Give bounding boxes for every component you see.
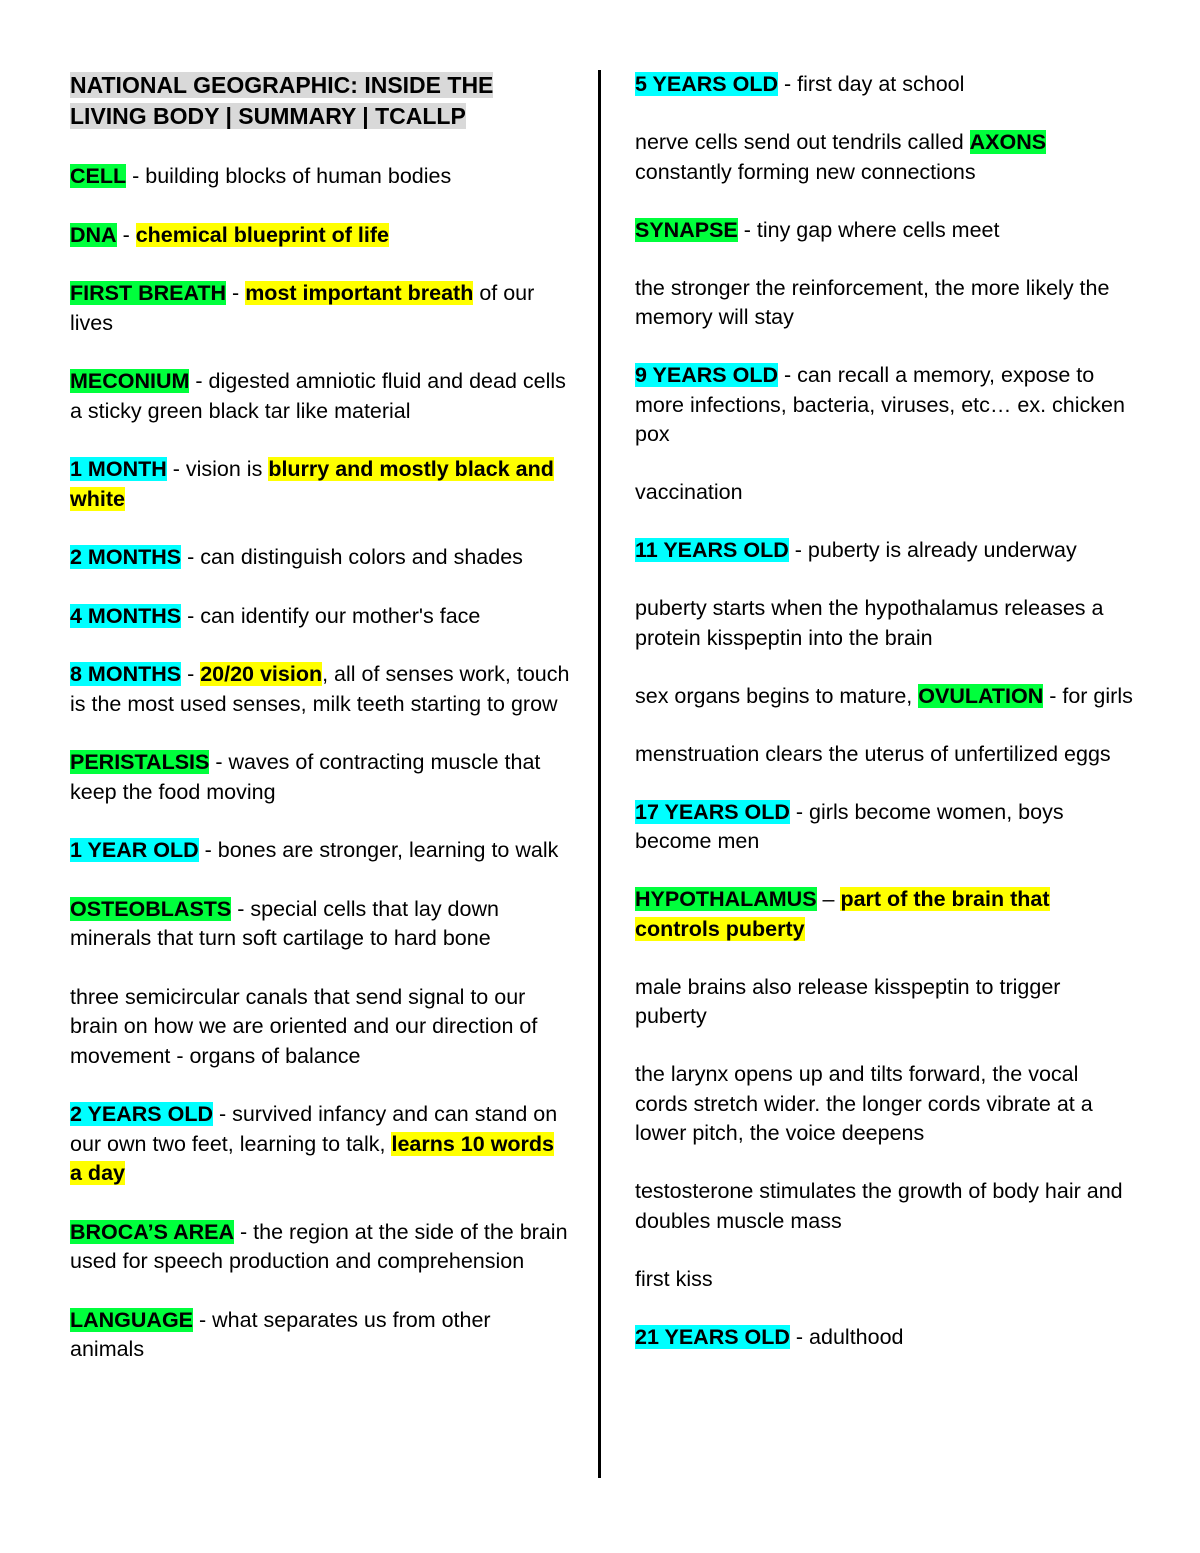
document-title bbox=[70, 70, 570, 132]
key-phrase-highlight: blurry and mostly black and white bbox=[70, 457, 554, 511]
title-line-2: LIVING BODY | SUMMARY | TCALLP bbox=[70, 103, 466, 129]
right-paragraph bbox=[635, 478, 1135, 508]
age-highlight: 9 YEARS OLD bbox=[635, 363, 778, 387]
age-highlight: 5 YEARS OLD bbox=[635, 72, 778, 96]
right-paragraph bbox=[635, 798, 1135, 857]
left-paragraphs bbox=[70, 162, 570, 1365]
text-segment: – bbox=[816, 887, 841, 911]
age-highlight: 1 YEAR OLD bbox=[70, 838, 199, 862]
age-highlight: 2 MONTHS bbox=[70, 545, 182, 569]
text-segment: - can identify our mother's face bbox=[181, 603, 481, 628]
right-paragraph bbox=[635, 216, 1135, 246]
term-highlight: AXONS bbox=[969, 130, 1047, 154]
term-highlight: FIRST BREATH bbox=[70, 281, 227, 305]
left-paragraph bbox=[70, 660, 570, 719]
key-phrase-highlight: most important breath bbox=[245, 281, 474, 305]
term-highlight: OVULATION bbox=[918, 683, 1044, 708]
text-segment: first kiss bbox=[635, 1266, 713, 1291]
text-segment: the larynx opens up and tilts forward, the vocal cords stretch wider. the longer cords vibrate at a lower pitch, the voice deepens bbox=[635, 1062, 1093, 1145]
age-highlight: 17 YEARS OLD bbox=[635, 799, 790, 824]
left-paragraph bbox=[70, 748, 570, 807]
term-highlight: PERISTALSIS bbox=[70, 750, 210, 774]
age-highlight: 2 YEARS OLD bbox=[70, 1102, 213, 1126]
left-paragraph bbox=[70, 1218, 570, 1277]
text-segment: male brains also release kisspeptin to trigger puberty bbox=[635, 974, 1061, 1028]
age-highlight: 4 MONTHS bbox=[70, 603, 182, 628]
right-column bbox=[635, 70, 1135, 1381]
age-highlight: 21 YEARS OLD bbox=[635, 1324, 790, 1349]
text-segment: - bbox=[116, 222, 136, 247]
text-segment: - first day at school bbox=[777, 72, 965, 96]
left-column bbox=[70, 70, 570, 1394]
left-paragraph bbox=[70, 1100, 570, 1189]
left-paragraph bbox=[70, 983, 570, 1072]
text-segment: - bbox=[226, 281, 246, 305]
text-segment: - girls become women, boys become men bbox=[635, 799, 1064, 853]
right-paragraph bbox=[635, 1323, 1135, 1353]
text-segment: - can recall a memory, expose to more infections, bacteria, viruses, etc… ex. chicken pox bbox=[635, 363, 1125, 446]
text-segment: - digested amniotic fluid and dead cells a sticky green black tar like material bbox=[70, 369, 566, 423]
text-segment: - building blocks of human bodies bbox=[126, 164, 452, 188]
key-phrase-highlight: learns 10 words a day bbox=[70, 1131, 555, 1185]
text-segment: the stronger the reinforcement, the more likely the memory will stay bbox=[635, 275, 1110, 329]
key-phrase-highlight: chemical blueprint of life bbox=[135, 222, 389, 247]
term-highlight: DNA bbox=[70, 222, 117, 247]
text-segment: - the region at the side of the brain used for speech production and comprehension bbox=[70, 1219, 568, 1273]
text-segment: menstruation clears the uterus of unfertilized eggs bbox=[635, 741, 1111, 766]
left-paragraph bbox=[70, 162, 570, 192]
term-highlight: LANGUAGE bbox=[70, 1307, 194, 1332]
text-segment: - what separates us from other animals bbox=[70, 1307, 491, 1361]
term-highlight: SYNAPSE bbox=[635, 217, 738, 242]
right-paragraphs bbox=[635, 70, 1135, 1352]
text-segment: of our lives bbox=[70, 281, 535, 335]
title-line-1: NATIONAL GEOGRAPHIC: INSIDE THE bbox=[70, 72, 494, 98]
text-segment: - vision is bbox=[166, 457, 269, 481]
text-segment: - puberty is already underway bbox=[788, 538, 1077, 562]
left-paragraph bbox=[70, 602, 570, 632]
text-segment: - for girls bbox=[1043, 683, 1133, 708]
left-paragraph bbox=[70, 279, 570, 338]
age-highlight: 1 MONTH bbox=[70, 457, 167, 481]
right-paragraph bbox=[635, 1265, 1135, 1295]
text-segment: - special cells that lay down minerals that turn soft cartilage to hard bone bbox=[70, 896, 499, 950]
term-highlight: OSTEOBLASTS bbox=[70, 896, 232, 921]
right-paragraph bbox=[635, 361, 1135, 450]
text-segment: constantly forming new connections bbox=[635, 159, 976, 184]
left-paragraph bbox=[70, 895, 570, 954]
left-paragraph bbox=[70, 543, 570, 573]
text-segment: puberty starts when the hypothalamus releases a protein kisspeptin into the brain bbox=[635, 596, 1104, 650]
right-paragraph bbox=[635, 70, 1135, 100]
text-segment: nerve cells send out tendrils called bbox=[635, 130, 970, 154]
left-paragraph bbox=[70, 367, 570, 426]
text-segment: - can distinguish colors and shades bbox=[181, 545, 523, 569]
right-paragraph bbox=[635, 274, 1135, 333]
left-paragraph bbox=[70, 455, 570, 514]
text-segment: - bones are stronger, learning to walk bbox=[198, 838, 559, 862]
term-highlight: CELL bbox=[70, 164, 127, 188]
text-segment: , all of senses work, touch is the most used senses, milk teeth starting to grow bbox=[70, 662, 570, 716]
text-segment: - survived infancy and can stand on our own two feet, learning to talk, bbox=[70, 1102, 558, 1156]
key-phrase-highlight: 20/20 vision bbox=[200, 662, 323, 686]
key-phrase-highlight: part of the brain that controls puberty bbox=[635, 887, 1050, 941]
column-divider bbox=[598, 70, 601, 1478]
text-segment: - waves of contracting muscle that keep the food moving bbox=[70, 750, 541, 804]
text-segment: sex organs begins to mature, bbox=[635, 683, 919, 708]
right-paragraph bbox=[635, 740, 1135, 770]
left-paragraph bbox=[70, 221, 570, 251]
term-highlight: BROCA’S AREA bbox=[70, 1219, 235, 1244]
left-paragraph bbox=[70, 836, 570, 866]
right-paragraph bbox=[635, 536, 1135, 566]
age-highlight: 11 YEARS OLD bbox=[635, 538, 789, 562]
right-paragraph bbox=[635, 594, 1135, 653]
right-paragraph bbox=[635, 885, 1135, 944]
right-paragraph bbox=[635, 1177, 1135, 1236]
age-highlight: 8 MONTHS bbox=[70, 662, 182, 686]
left-paragraph bbox=[70, 1306, 570, 1365]
text-segment: - bbox=[181, 662, 201, 686]
text-segment: testosterone stimulates the growth of body hair and doubles muscle mass bbox=[635, 1179, 1123, 1233]
text-segment: three semicircular canals that send signal to our brain on how we are oriented and our direction of movement - organs of balance bbox=[70, 984, 538, 1068]
right-paragraph bbox=[635, 1060, 1135, 1149]
text-segment: - tiny gap where cells meet bbox=[737, 217, 1000, 242]
right-paragraph bbox=[635, 128, 1135, 187]
right-paragraph bbox=[635, 973, 1135, 1032]
right-paragraph bbox=[635, 682, 1135, 712]
term-highlight: HYPOTHALAMUS bbox=[635, 887, 817, 911]
text-segment: vaccination bbox=[635, 480, 743, 504]
term-highlight: MECONIUM bbox=[70, 369, 190, 393]
text-segment: - adulthood bbox=[789, 1324, 904, 1349]
